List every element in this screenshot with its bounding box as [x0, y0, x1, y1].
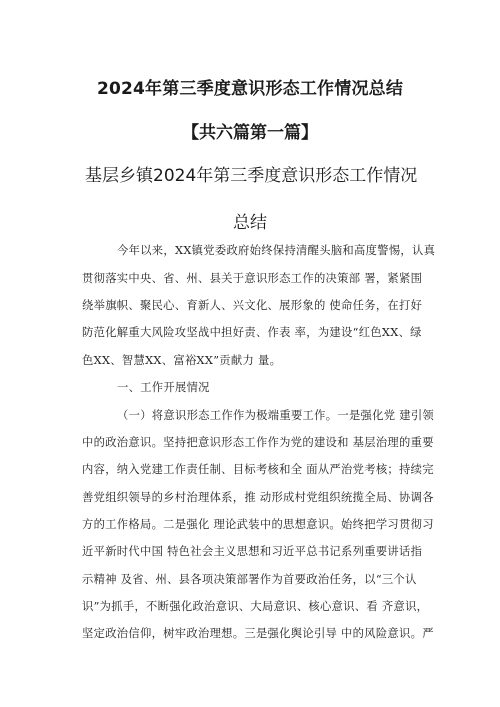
section-body-line: 近平新时代中国 特色社会主义思想和习近平总书记系列重要讲话指 [82, 545, 423, 558]
section-body-line: 识”为抓手，不断强化政治意识、大局意识、核心意识、看 齐意识， [82, 600, 429, 613]
article-title-line-1: 基层乡镇2024年第三季度意识形态工作情况 [85, 166, 418, 186]
section-body-line: 善党组织领导的乡村治理体系，推 动形成村党组织统揽全局、协调各 [82, 491, 434, 504]
section-body-line: 示精神 及省、州、县各项决策部署作为首要政治任务，以“三个认 [82, 573, 417, 586]
intro-line: 今年以来，XX镇党委政府始终保持清醒头脑和高度警惕，认真 [117, 244, 436, 257]
series-label: 【共六篇第一篇】 [182, 123, 318, 143]
intro-line: 防范化解重大风险攻坚战中担好责、作表 率，为建设“红色XX、绿 [82, 326, 422, 339]
section-body-line: （一）将意识形态工作作为极端重要工作。一是强化党 建引领 [117, 409, 435, 422]
section-body-line: 内容，纳入党建工作责任制、目标考核和全 面从严治党考核；持续完 [82, 463, 434, 476]
section-body-line: 中的政治意识。坚持把意识形态工作作为党的建设和 基层治理的重要 [82, 436, 434, 449]
section-heading: 一、工作开展情况 [117, 381, 210, 394]
document-title: 2024年第三季度意识形态工作情况总结 [96, 79, 404, 99]
intro-line: 贯彻落实中央、省、州、县关于意识形态工作的决策部 署，紧紧围 [82, 272, 423, 285]
intro-line: 绕举旗帜、聚民心、育新人、兴文化、展形象的 使命任务，在打好 [82, 299, 423, 312]
article-title-line-2: 总结 [233, 213, 267, 233]
section-body-line: 坚定政治信仰，树牢政治理想。三是强化舆论引导 中的风险意识。严 [82, 627, 434, 640]
intro-line: 色XX、智慧XX、富裕XX”贡献力 量。 [82, 354, 282, 367]
section-body-line: 方的工作格局。二是强化 理论武装中的思想意识。始终把学习贯彻习 [82, 518, 434, 531]
